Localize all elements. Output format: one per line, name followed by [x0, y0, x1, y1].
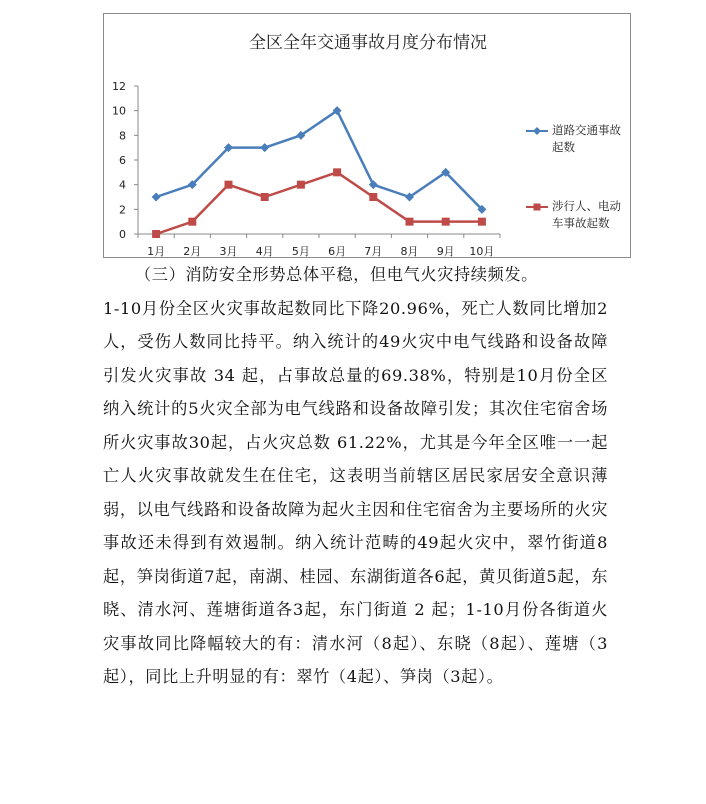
data-point-diamond	[260, 143, 269, 152]
y-tick-label: 8	[119, 129, 126, 143]
data-point-square	[442, 218, 450, 226]
y-tick-label: 6	[119, 154, 126, 167]
y-tick-label: 4	[119, 178, 126, 192]
x-tick-label: 9月	[436, 245, 455, 258]
x-tick-label: 3月	[219, 245, 238, 258]
y-tick-label: 12	[112, 80, 126, 93]
data-point-square	[333, 168, 341, 176]
data-point-diamond	[152, 193, 161, 202]
x-tick-label: 6月	[328, 245, 347, 258]
y-tick-label: 0	[119, 228, 126, 241]
data-point-square	[369, 193, 377, 201]
data-point-square	[225, 181, 233, 189]
legend-marker-square	[526, 202, 548, 212]
article	[103, 258, 608, 694]
section-heading: （三）消防安全形势总体平稳，但电气火灾持续频发。	[135, 265, 538, 284]
chart-title: 全区全年交通事故月度分布情况	[249, 33, 487, 53]
chart-container	[103, 13, 631, 258]
x-tick-label: 2月	[183, 245, 202, 258]
data-point-square	[478, 218, 486, 226]
legend-marker-diamond	[526, 126, 548, 136]
data-point-square	[152, 230, 160, 238]
legend-label-line: 车事故起数	[552, 216, 610, 230]
data-point-square	[297, 181, 305, 189]
legend-label-line: 道路交通事故	[552, 123, 621, 137]
data-point-square	[188, 218, 196, 226]
body-paragraph: 1-10月份全区火灾事故起数同比下降20.96%，死亡人数同比增加2人，受伤人数同比持平。纳入统计的49火灾中电气线路和设备故障引发火灾事故 34 起，占事故总量的69.38%，特别是10月份全区纳入统计的5火灾全部为电气线路和设备故障引发；其次住宅宿舍场所火灾事故30起，占火灾总数 61.22%，尤其是今年全区唯一一起亡人火灾事故就发生在住宅，这表明当前辖区居民家居安全意识薄弱，以电气线路和设备故障为起火主因和住宅宿舍为主要场所的火灾事故还未得到有效遏制。纳入统计范畴的49起火灾中，翠竹街道8起，笋岗街道7起，南湖、桂园、东湖街道各6起，黄贝街道5起，东晓、清水河、莲塘街道各3起，东门街道 2 起；1-10月份各街道火灾事故同比降幅较大的有：清水河（8起）、东晓（8起）、莲塘（3起），同比上升明显的有：翠竹（4起）、笋岗（3起）。	[103, 298, 608, 686]
x-tick-label: 8月	[400, 245, 419, 258]
y-tick-label: 2	[119, 203, 126, 217]
x-tick-label: 4月	[255, 245, 274, 258]
x-tick-label: 10月	[469, 245, 495, 258]
series-line-1	[156, 111, 482, 210]
data-point-square	[261, 193, 269, 201]
legend-label-line: 起数	[552, 140, 575, 154]
x-tick-label: 7月	[364, 245, 383, 258]
data-point-diamond	[369, 180, 378, 189]
x-tick-label: 5月	[291, 245, 310, 258]
x-tick-label: 1月	[147, 245, 166, 258]
legend-label-line: 涉行人、电动	[552, 199, 621, 213]
y-tick-label: 10	[112, 104, 126, 118]
data-point-square	[406, 218, 414, 226]
